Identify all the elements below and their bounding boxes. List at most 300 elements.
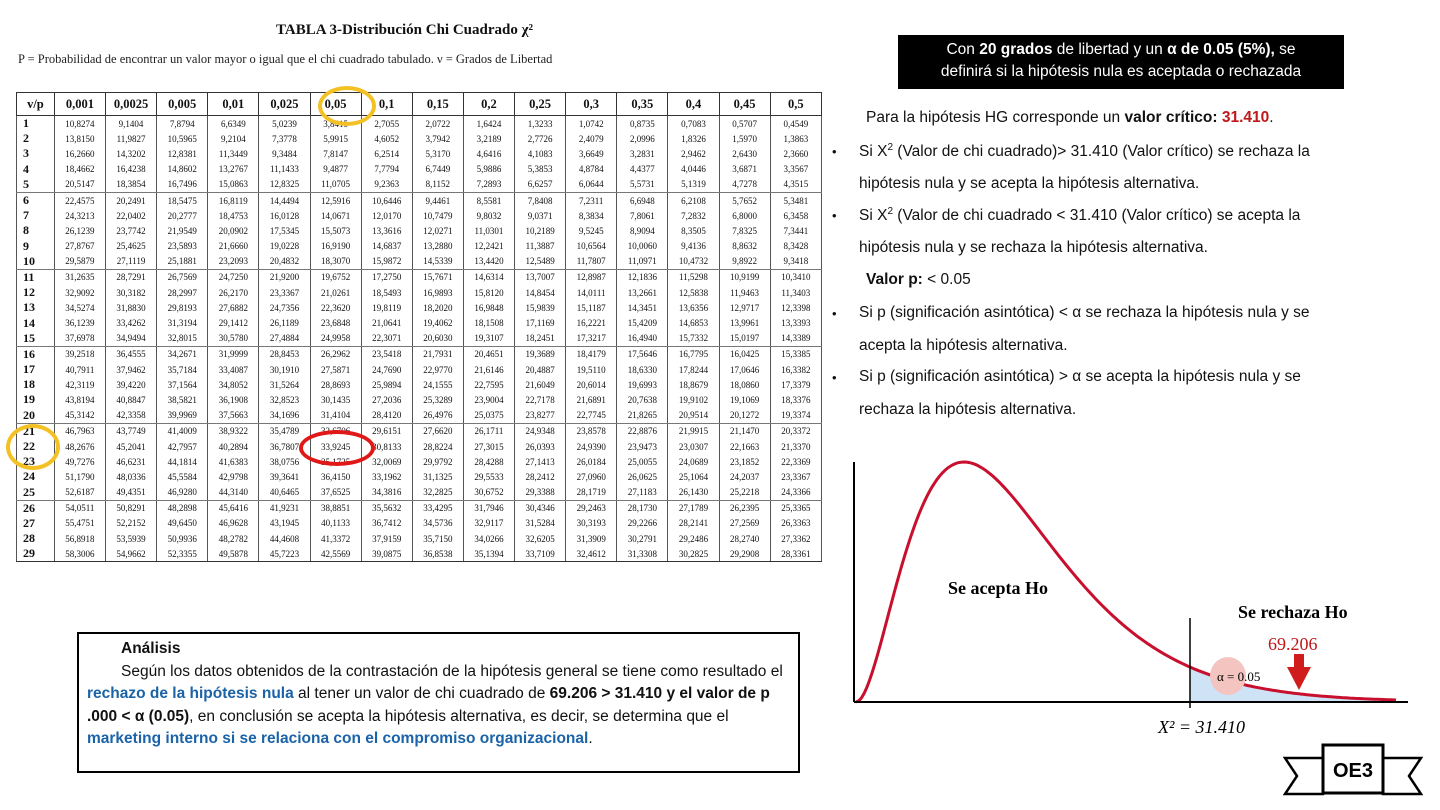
- table-cell: 49,7276: [54, 454, 105, 469]
- distribution-curve: [856, 462, 1396, 702]
- table-cell: 32,4612: [566, 546, 617, 562]
- table-cell: 4,0446: [668, 162, 719, 177]
- table-cell: 0,8735: [617, 116, 668, 132]
- table-row: [17, 177, 822, 193]
- table-cell: 16,9848: [463, 300, 514, 315]
- table-cell: 37,9462: [105, 362, 156, 377]
- header-alpha: α de 0.05 (5%),: [1167, 41, 1275, 58]
- table-cell: 27,2036: [361, 392, 412, 407]
- row-header: 23: [17, 454, 55, 469]
- table-cell: 35,7184: [157, 362, 208, 377]
- intro-bold: valor crítico:: [1124, 109, 1218, 126]
- table-cell: 27,6620: [412, 423, 463, 439]
- table-cell: 42,9798: [208, 469, 259, 484]
- table-cell: 15,7671: [412, 269, 463, 285]
- table-cell: 6,7449: [412, 162, 463, 177]
- table-cell: 28,8693: [310, 377, 361, 392]
- table-cell: 20,4651: [463, 346, 514, 362]
- table-cell: 15,8120: [463, 285, 514, 300]
- table-cell: 43,7749: [105, 423, 156, 439]
- table-cell: 19,6752: [310, 269, 361, 285]
- table-cell: 26,7569: [157, 269, 208, 285]
- table-cell: 24,1555: [412, 377, 463, 392]
- table-cell: 22,7595: [463, 377, 514, 392]
- table-cell: 6,6257: [515, 177, 566, 193]
- table-cell: 56,8918: [54, 531, 105, 546]
- row-header: 22: [17, 439, 55, 454]
- table-cell: 8,3428: [770, 239, 821, 254]
- table-cell: 26,0184: [566, 454, 617, 469]
- table-cell: 8,8632: [719, 239, 770, 254]
- table-cell: 25,0055: [617, 454, 668, 469]
- table-cell: 46,6231: [105, 454, 156, 469]
- table-cell: 18,2451: [515, 331, 566, 347]
- table-row: [17, 377, 822, 392]
- table-cell: 5,7652: [719, 192, 770, 208]
- table-cell: 23,1852: [719, 454, 770, 469]
- down-arrow-icon: [1287, 667, 1311, 690]
- p-value-label: Valor p:: [866, 271, 923, 288]
- row-header: 15: [17, 331, 55, 347]
- badge-label: OE3: [1332, 760, 1374, 782]
- row-header: 2: [17, 131, 55, 146]
- table-cell: 34,8052: [208, 377, 259, 392]
- table-cell: 9,3418: [770, 254, 821, 270]
- table-cell: 12,8987: [566, 269, 617, 285]
- rule-4-line-2: rechaza la hipótesis alternativa.: [859, 401, 1077, 418]
- table-cell: 12,8381: [157, 146, 208, 161]
- table-cell: 29,2908: [719, 546, 770, 562]
- table-cell: 8,1152: [412, 177, 463, 193]
- table-cell: 16,2221: [566, 315, 617, 330]
- column-header: 0,05: [310, 93, 361, 116]
- table-cell: 2,3660: [770, 146, 821, 161]
- table-cell: 38,0756: [259, 454, 310, 469]
- table-cell: 22,7178: [515, 392, 566, 407]
- table-cell: 6,6948: [617, 192, 668, 208]
- table-cell: 12,5916: [310, 192, 361, 208]
- table-cell: 30,8133: [361, 439, 412, 454]
- rule-text: Si X: [859, 207, 888, 225]
- table-cell: 31,9999: [208, 346, 259, 362]
- table-cell: 21,6146: [463, 362, 514, 377]
- chi-square-distribution-chart: [846, 458, 1416, 750]
- column-header: 0,3: [566, 93, 617, 116]
- table-cell: 20,9514: [668, 408, 719, 424]
- table-cell: 28,8453: [259, 346, 310, 362]
- table-cell: 16,4940: [617, 331, 668, 347]
- table-cell: 52,3355: [157, 546, 208, 562]
- rule-4-line-1: Si p (significación asintótica) > α se acepta la hipótesis nula y se: [859, 368, 1301, 385]
- row-header: 16: [17, 346, 55, 362]
- table-cell: 24,0689: [668, 454, 719, 469]
- table-cell: 7,2832: [668, 208, 719, 223]
- table-cell: 42,5569: [310, 546, 361, 562]
- table-cell: 29,9792: [412, 454, 463, 469]
- table-cell: 42,3358: [105, 408, 156, 424]
- reject-region-label: Se rechaza Ho: [1238, 602, 1348, 622]
- table-cell: 11,7807: [566, 254, 617, 270]
- column-header: 0,15: [412, 93, 463, 116]
- table-row: [17, 546, 822, 562]
- table-cell: 20,4887: [515, 362, 566, 377]
- table-cell: 16,7795: [668, 346, 719, 362]
- table-cell: 46,7963: [54, 423, 105, 439]
- table-cell: 45,3142: [54, 408, 105, 424]
- table-cell: 17,3379: [770, 377, 821, 392]
- table-cell: 10,6564: [566, 239, 617, 254]
- row-header: 8: [17, 223, 55, 238]
- table-cell: 26,3363: [770, 516, 821, 531]
- table-cell: 25,9894: [361, 377, 412, 392]
- analysis-text: Según los datos obtenidos de la contrastación de la hipótesis general se tiene como resultado el: [121, 662, 783, 680]
- table-cell: 31,5284: [515, 516, 566, 531]
- table-cell: 12,5838: [668, 285, 719, 300]
- row-header: 7: [17, 208, 55, 223]
- table-cell: 23,8277: [515, 408, 566, 424]
- table-cell: 27,6882: [208, 300, 259, 315]
- table-cell: 52,6187: [54, 485, 105, 501]
- table-cell: 40,6465: [259, 485, 310, 501]
- ribbon-right: [1383, 758, 1421, 794]
- table-cell: 23,5893: [157, 239, 208, 254]
- table-cell: 27,3015: [463, 439, 514, 454]
- p-value-heading: [866, 271, 971, 289]
- analysis-text: al tener un valor de chi cuadrado de: [293, 685, 550, 702]
- table-cell: 24,3213: [54, 208, 105, 223]
- table-cell: 19,0228: [259, 239, 310, 254]
- table-cell: 21,6049: [515, 377, 566, 392]
- table-cell: 9,3484: [259, 146, 310, 161]
- table-cell: 17,0646: [719, 362, 770, 377]
- row-header: 1: [17, 116, 55, 132]
- table-cell: 11,0705: [310, 177, 361, 193]
- table-cell: 2,0996: [617, 131, 668, 146]
- table-cell: 12,1836: [617, 269, 668, 285]
- table-cell: 9,8032: [463, 208, 514, 223]
- table-cell: 2,6430: [719, 146, 770, 161]
- table-cell: 32,6706: [310, 423, 361, 439]
- table-cell: 25,3365: [770, 500, 821, 516]
- table-cell: 30,2791: [617, 531, 668, 546]
- table-row: [17, 269, 822, 285]
- table-cell: 41,9231: [259, 500, 310, 516]
- table-cell: 27,1183: [617, 485, 668, 501]
- column-header: 0,4: [668, 93, 719, 116]
- table-cell: 14,6314: [463, 269, 514, 285]
- row-header: 29: [17, 546, 55, 562]
- table-cell: 15,0197: [719, 331, 770, 347]
- table-cell: 11,0971: [617, 254, 668, 270]
- table-cell: 44,3140: [208, 485, 259, 501]
- table-cell: 50,8291: [105, 500, 156, 516]
- table-cell: 10,0060: [617, 239, 668, 254]
- table-cell: 32,9092: [54, 285, 105, 300]
- table-cell: 7,2311: [566, 192, 617, 208]
- table-cell: 18,5493: [361, 285, 412, 300]
- table-cell: 34,2671: [157, 346, 208, 362]
- table-row: [17, 408, 822, 424]
- table-cell: 7,3778: [259, 131, 310, 146]
- table-cell: 16,2660: [54, 146, 105, 161]
- table-cell: 39,3641: [259, 469, 310, 484]
- table-cell: 24,7250: [208, 269, 259, 285]
- row-header: 13: [17, 300, 55, 315]
- table-cell: 28,2740: [719, 531, 770, 546]
- header-line-1: [898, 39, 1344, 61]
- header-text: se: [1274, 41, 1296, 58]
- table-cell: 26,1239: [54, 223, 105, 238]
- table-cell: 19,1069: [719, 392, 770, 407]
- table-cell: 19,4062: [412, 315, 463, 330]
- table-cell: 31,7946: [463, 500, 514, 516]
- conclusion-header-box: [898, 35, 1344, 89]
- row-header: 4: [17, 162, 55, 177]
- table-cell: 13,6356: [668, 300, 719, 315]
- table-cell: 33,7109: [515, 546, 566, 562]
- table-cell: 16,7496: [157, 177, 208, 193]
- table-cell: 23,5418: [361, 346, 412, 362]
- table-cell: 14,0111: [566, 285, 617, 300]
- row-header: 19: [17, 392, 55, 407]
- table-cell: 26,2962: [310, 346, 361, 362]
- table-cell: 14,6853: [668, 315, 719, 330]
- table-cell: 2,7726: [515, 131, 566, 146]
- table-cell: 52,2152: [105, 516, 156, 531]
- row-header: 21: [17, 423, 55, 439]
- table-cell: 13,8150: [54, 131, 105, 146]
- bullet-icon: •: [832, 208, 837, 223]
- bullet-icon: •: [832, 370, 837, 385]
- table-row: [17, 300, 822, 315]
- table-cell: 32,8523: [259, 392, 310, 407]
- table-cell: 16,9190: [310, 239, 361, 254]
- table-cell: 19,8119: [361, 300, 412, 315]
- table-cell: 35,4789: [259, 423, 310, 439]
- table-cell: 12,8325: [259, 177, 310, 193]
- table-cell: 27,3362: [770, 531, 821, 546]
- table-cell: 15,3385: [770, 346, 821, 362]
- table-row: [17, 239, 822, 254]
- table-cell: 7,3441: [770, 223, 821, 238]
- table-cell: 22,9770: [412, 362, 463, 377]
- table-cell: 32,8015: [157, 331, 208, 347]
- table-cell: 13,2661: [617, 285, 668, 300]
- chi-square-table: [16, 92, 822, 562]
- table-cell: 29,8193: [157, 300, 208, 315]
- table-cell: 38,5821: [157, 392, 208, 407]
- table-cell: 7,8408: [515, 192, 566, 208]
- table-cell: 14,8602: [157, 162, 208, 177]
- table-cell: 10,8274: [54, 116, 105, 132]
- table-cell: 11,3887: [515, 239, 566, 254]
- table-cell: 27,1789: [668, 500, 719, 516]
- table-cell: 18,2020: [412, 300, 463, 315]
- table-cell: 12,3398: [770, 300, 821, 315]
- superscript: 2: [887, 206, 893, 217]
- table-cell: 5,3481: [770, 192, 821, 208]
- table-row: [17, 454, 822, 469]
- table-cell: 11,5298: [668, 269, 719, 285]
- table-row: [17, 469, 822, 484]
- table-cell: 32,6205: [515, 531, 566, 546]
- table-cell: 2,4079: [566, 131, 617, 146]
- table-cell: 58,3006: [54, 546, 105, 562]
- table-cell: 39,0875: [361, 546, 412, 562]
- table-cell: 16,4238: [105, 162, 156, 177]
- header-text: Con: [946, 41, 980, 58]
- row-header: 3: [17, 146, 55, 161]
- table-cell: 4,6052: [361, 131, 412, 146]
- table-cell: 28,2141: [668, 516, 719, 531]
- table-cell: 14,3451: [617, 300, 668, 315]
- table-cell: 54,0511: [54, 500, 105, 516]
- table-cell: 24,9390: [566, 439, 617, 454]
- table-cell: 30,2825: [668, 546, 719, 562]
- table-cell: 21,6891: [566, 392, 617, 407]
- table-cell: 28,4120: [361, 408, 412, 424]
- table-cell: 55,4751: [54, 516, 105, 531]
- table-cell: 26,2395: [719, 500, 770, 516]
- table-cell: 13,7007: [515, 269, 566, 285]
- row-header: 24: [17, 469, 55, 484]
- table-cell: 49,4351: [105, 485, 156, 501]
- bullet-icon: •: [832, 306, 837, 321]
- table-cell: 28,2412: [515, 469, 566, 484]
- analysis-statistics: 69.206 > 31.410 y el valor de p .000 < α (0.05): [87, 685, 770, 725]
- table-cell: 12,0170: [361, 208, 412, 223]
- header-line-2: definirá si la hipótesis nula es aceptada o rechazada: [940, 63, 1302, 80]
- table-cell: 21,9549: [157, 223, 208, 238]
- table-cell: 21,9915: [668, 423, 719, 439]
- rule-3-line-1: Si p (significación asintótica) < α se rechaza la hipótesis nula y se: [859, 304, 1310, 321]
- table-cell: 20,2491: [105, 192, 156, 208]
- row-header: 17: [17, 362, 55, 377]
- table-cell: 30,1435: [310, 392, 361, 407]
- table-cell: 13,2880: [412, 239, 463, 254]
- table-cell: 34,3816: [361, 485, 412, 501]
- table-cell: 25,1064: [668, 469, 719, 484]
- table-cell: 1,5970: [719, 131, 770, 146]
- table-cell: 21,1470: [719, 423, 770, 439]
- table-cell: 12,2421: [463, 239, 514, 254]
- table-cell: 3,6649: [566, 146, 617, 161]
- table-cell: 17,3217: [566, 331, 617, 347]
- table-cell: 5,3170: [412, 146, 463, 161]
- table-cell: 33,9245: [310, 439, 361, 454]
- table-cell: 28,8224: [412, 439, 463, 454]
- table-cell: 36,1908: [208, 392, 259, 407]
- table-cell: 5,1319: [668, 177, 719, 193]
- table-cell: 0,5707: [719, 116, 770, 132]
- column-header: 0,001: [54, 93, 105, 116]
- table-cell: 14,8454: [515, 285, 566, 300]
- table-cell: 11,3449: [208, 146, 259, 161]
- table-cell: 43,1945: [259, 516, 310, 531]
- table-cell: 20,2777: [157, 208, 208, 223]
- table-cell: 16,3382: [770, 362, 821, 377]
- table-cell: 19,6993: [617, 377, 668, 392]
- table-cell: 6,6349: [208, 116, 259, 132]
- table-cell: 20,7638: [617, 392, 668, 407]
- row-header: 20: [17, 408, 55, 424]
- table-cell: 17,2750: [361, 269, 412, 285]
- row-header: 27: [17, 516, 55, 531]
- column-header: 0,01: [208, 93, 259, 116]
- table-cell: 36,8538: [412, 546, 463, 562]
- table-cell: 1,3233: [515, 116, 566, 132]
- table-cell: 23,8578: [566, 423, 617, 439]
- table-cell: 21,7931: [412, 346, 463, 362]
- table-cell: 9,4461: [412, 192, 463, 208]
- table-cell: 22,3620: [310, 300, 361, 315]
- table-cell: 29,2463: [566, 500, 617, 516]
- table-row: [17, 116, 822, 132]
- table-cell: 40,2894: [208, 439, 259, 454]
- rule-text: (Valor de chi cuadrado)> 31.410 (Valor crítico) se rechaza la: [893, 143, 1310, 161]
- table-cell: 25,0375: [463, 408, 514, 424]
- table-cell: 18,0860: [719, 377, 770, 392]
- table-cell: 20,1272: [719, 408, 770, 424]
- table-cell: 12,5489: [515, 254, 566, 270]
- table-cell: 28,1719: [566, 485, 617, 501]
- table-cell: 30,3182: [105, 285, 156, 300]
- table-cell: 23,7742: [105, 223, 156, 238]
- table-cell: 20,6030: [412, 331, 463, 347]
- table-cell: 50,9936: [157, 531, 208, 546]
- table-cell: 18,1508: [463, 315, 514, 330]
- table-cell: 23,3367: [770, 469, 821, 484]
- table-cell: 1,8326: [668, 131, 719, 146]
- table-cell: 20,0902: [208, 223, 259, 238]
- table-cell: 7,8325: [719, 223, 770, 238]
- table-cell: 13,3393: [770, 315, 821, 330]
- table-cell: 9,4136: [668, 239, 719, 254]
- table-cell: 9,0371: [515, 208, 566, 223]
- table-cell: 45,6416: [208, 500, 259, 516]
- table-cell: 4,6416: [463, 146, 514, 161]
- table-cell: 39,4220: [105, 377, 156, 392]
- table-cell: 4,4377: [617, 162, 668, 177]
- table-cell: 30,1910: [259, 362, 310, 377]
- header-text: de libertad y un: [1052, 41, 1168, 58]
- table-cell: 17,1169: [515, 315, 566, 330]
- table-cell: 22,4575: [54, 192, 105, 208]
- table-cell: 29,2266: [617, 516, 668, 531]
- table-cell: 25,2218: [719, 485, 770, 501]
- table-cell: 26,0393: [515, 439, 566, 454]
- rule-1-line-1: [859, 142, 1310, 161]
- row-header: 18: [17, 377, 55, 392]
- table-cell: 23,2093: [208, 254, 259, 270]
- table-cell: 15,4209: [617, 315, 668, 330]
- table-row: [17, 531, 822, 546]
- alpha-label: α = 0.05: [1217, 669, 1261, 684]
- table-cell: 31,1325: [412, 469, 463, 484]
- table-cell: 6,2514: [361, 146, 412, 161]
- table-cell: 49,6450: [157, 516, 208, 531]
- observed-value-label: 69.206: [1268, 634, 1318, 654]
- table-cell: 27,1119: [105, 254, 156, 270]
- table-cell: 15,1187: [566, 300, 617, 315]
- rule-2-line-1: [859, 206, 1300, 225]
- analysis-body: [87, 661, 790, 751]
- table-cell: 34,5274: [54, 300, 105, 315]
- table-cell: 11,1433: [259, 162, 310, 177]
- table-cell: 36,4555: [105, 346, 156, 362]
- table-cell: 8,5581: [463, 192, 514, 208]
- table-cell: 13,4420: [463, 254, 514, 270]
